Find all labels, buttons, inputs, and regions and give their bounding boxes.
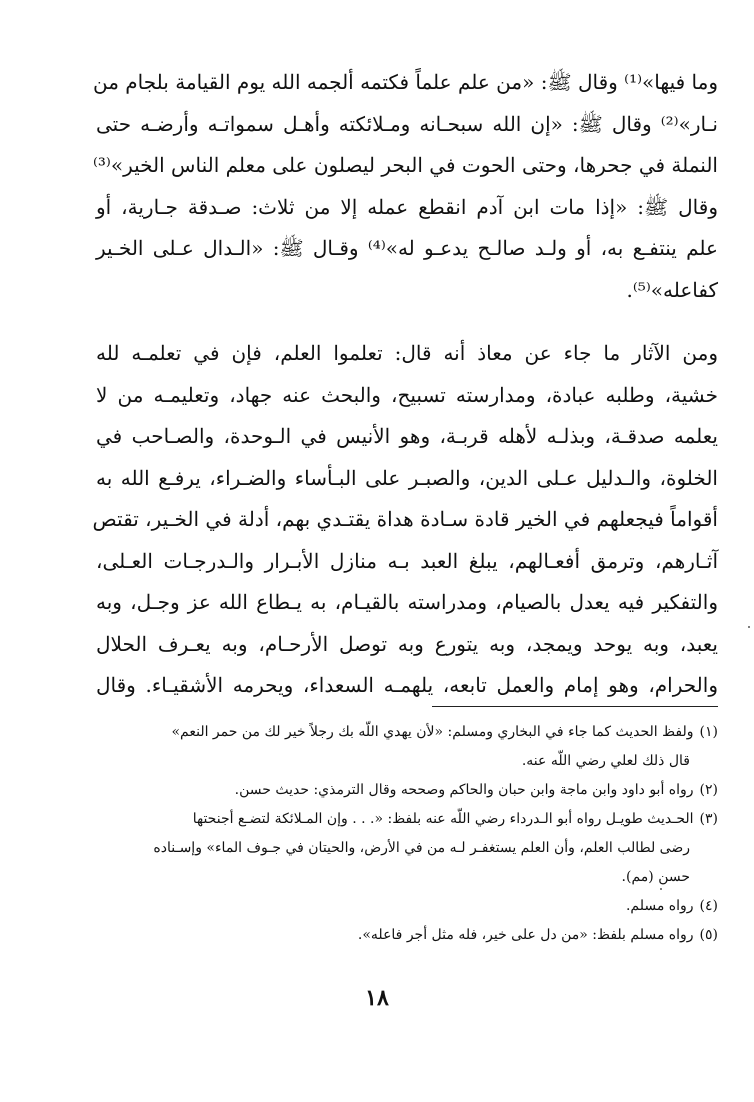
text-line: الخلوة، والـدليل عـلى الدين، والصبـر على البـأساء والضـراء، يرفـع الله به [96, 465, 718, 490]
footnote-text: رواه مسلم بلفظ: «من دل على خير، فله مثل أجر فاعله». [357, 927, 694, 943]
main-text [92, 62, 718, 707]
text-line: علم ينتفـع به، أو ولـد صالـح يدعـو له»⁽⁴⁾ وقـال ﷺ: «الـدال عـلى الخـير [96, 236, 718, 260]
footnote-text: رواه أبو داود وابن ماجة وابن حبان والحاكم وصححه وقال الترمذي: حديث حسن. [234, 782, 694, 798]
footnote-number: (٥) [699, 927, 718, 943]
footnote-3-continued: حسن (مم). [621, 869, 690, 885]
footnote-2 [96, 776, 718, 805]
footnote-text: الحـديث طويـل رواه أبو الـدرداء رضي اللّه عنه بلفظ: «. . . وإن المـلائكة لتضـع أجنحتها [192, 811, 694, 827]
footnote-text: ولفظ الحديث كما جاء في البخاري ومسلم: «لأن يهدي اللّه بك رجلاً خير لك من حمر النعم» [171, 724, 694, 740]
text-line: والحرام، وهو إمام والعمل تابعه، يلهمـه السعداء، ويحرمه الأشقيـاء. وقال [96, 673, 718, 697]
text-line: وما فيها»⁽¹⁾ وقال ﷺ: «من علم علماً فكتمه ألجمه الله يوم القيامة بلجام من [92, 70, 718, 94]
text-line: النملة في جحرها، وحتى الحوت في البحر ليصلون على معلم الناس الخير»⁽³⁾ [92, 153, 718, 177]
footnotes [96, 718, 718, 950]
footnote-3-continued: رضى لطالب العلم، وأن العلم يستغفـر لـه من في الأرض، والحيتان في جـوف الماء» وإسـناده [153, 840, 690, 856]
footnote-4 [96, 892, 718, 921]
text-line: والتفكير فيه يعدل بالصيام، ومدراسته بالقيـام، به يـطاع الله عز وجـل، وبه [96, 590, 718, 614]
footnote-1 [96, 718, 718, 747]
footnote-number: (١) [699, 724, 718, 740]
paragraph-hadiths [92, 62, 718, 311]
footnote-5 [96, 921, 718, 950]
footnote-1-continued: قال ذلك لعلي رضي اللّه عنه. [521, 753, 690, 769]
footnote-number: (٣) [699, 811, 718, 827]
text-line: نـار»⁽²⁾ وقال ﷺ: «إن الله سبحـانه ومـلائكته وأهـل سمواتـه وأرضـه حتى [96, 111, 718, 136]
text-line: وقال ﷺ: «إذا مات ابن آدم انقطع عمله إلا من ثلاث: صـدقة جـارية، أو [96, 194, 718, 219]
text-line: خشية، وطلبه عبادة، ومدارسته تسبيح، والبحث عنه جهاد، وتعليمـه من لا [96, 382, 718, 407]
footnote-text: رواه مسلم. [625, 898, 694, 914]
footnote-3 [96, 805, 718, 834]
scan-speck [748, 626, 750, 628]
text-line: آثـارهم، وترمق أفعـالهم، يبلغ العبد بـه منازل الأبـرار والـدرجـات العـلى، [96, 548, 718, 573]
footnote-number: (٢) [699, 782, 718, 798]
paragraph-athar [92, 333, 718, 707]
scan-speck [660, 888, 662, 890]
footnote-divider [432, 706, 718, 707]
text-line: يعلمه صدقـة، وبذلـه لأهله قربـة، وهو الأنيس في الـوحدة، والصـاحب في [96, 424, 718, 448]
text-line: أقواماً فيجعلهم في الخير قادة سـادة هداة يقتـدي بهم، أدلة في الخـير، تقتص [92, 507, 718, 531]
text-line: كفاعله»⁽⁵⁾. [626, 277, 718, 302]
page-number: ١٨ [365, 985, 389, 1011]
text-line: ومن الآثار ما جاء عن معاذ أنه قال: تعلموا العلم، فإن في تعلمـه لله [96, 341, 718, 365]
text-line: يعبد، وبه يوحد ويمجد، وبه يتورع وبه توصل الأرحـام، وبه يعـرف الحلال [96, 631, 718, 656]
footnote-number: (٤) [699, 898, 718, 914]
